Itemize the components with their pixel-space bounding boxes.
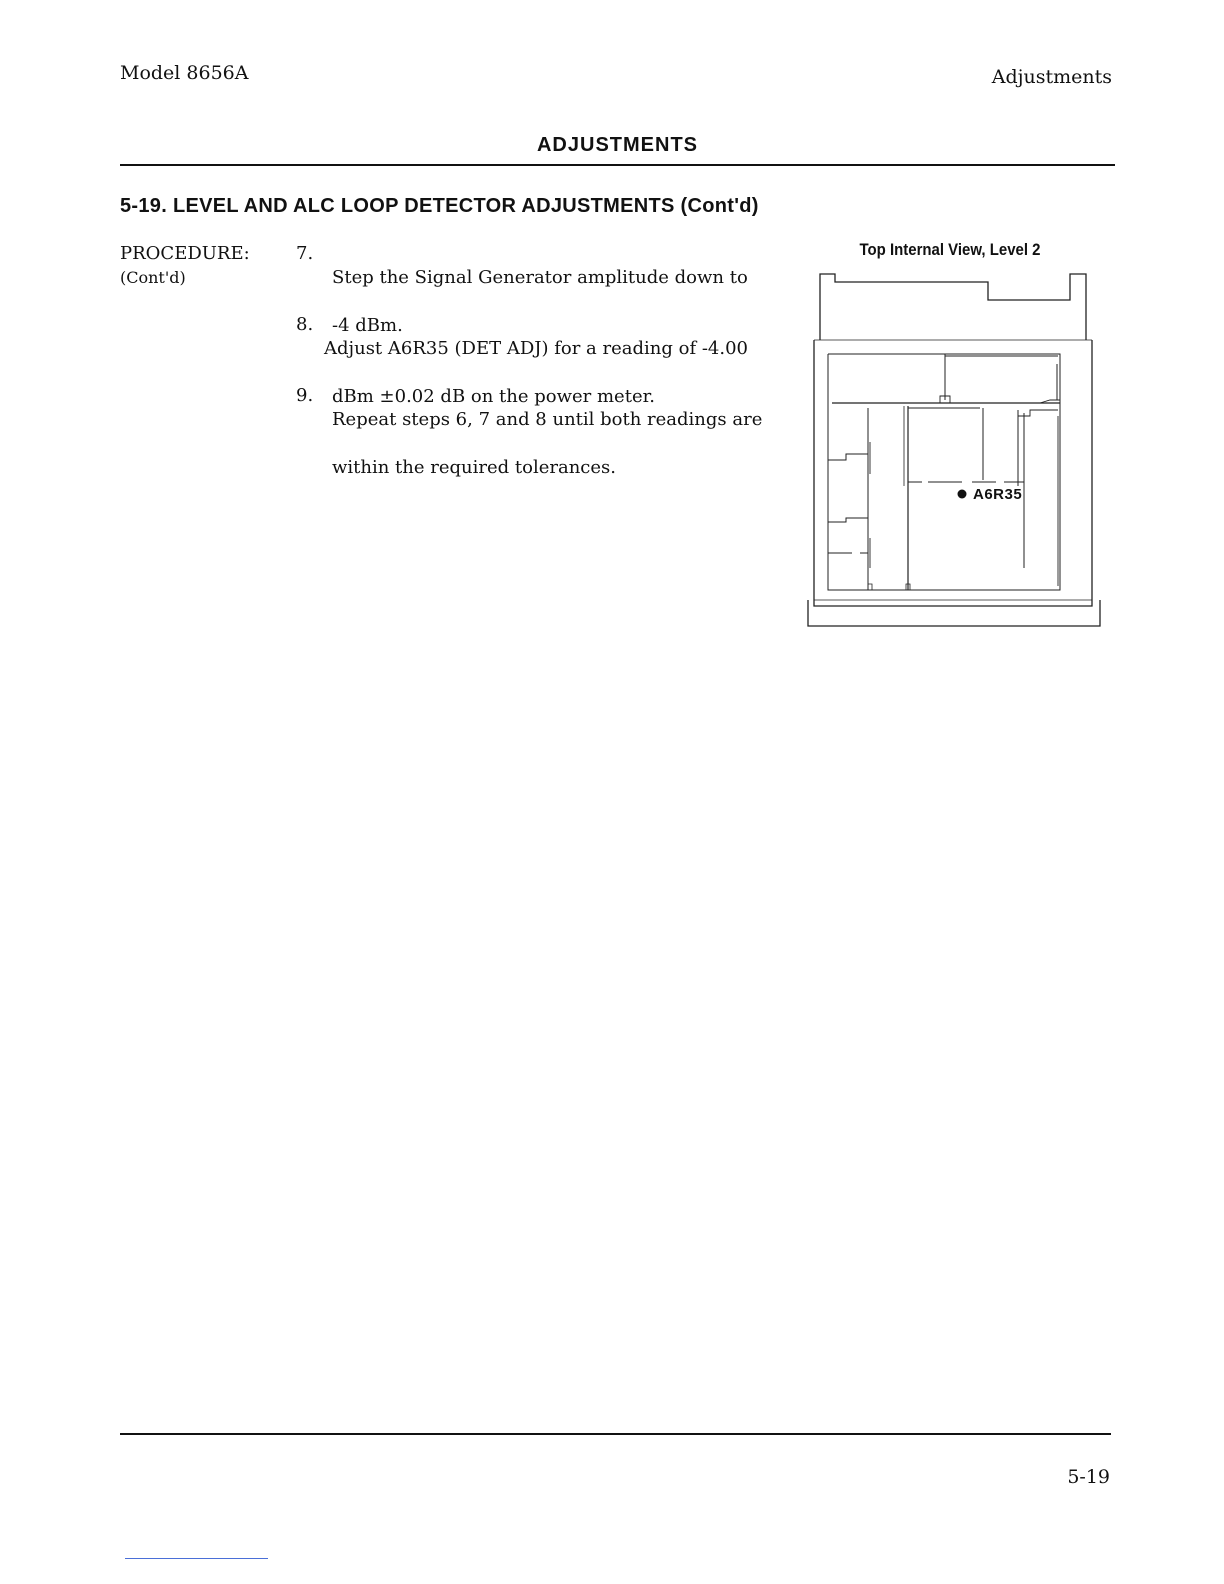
diagram-top-shelf bbox=[820, 274, 1086, 340]
top-rule bbox=[120, 164, 1115, 166]
page-heading: ADJUSTMENTS bbox=[536, 134, 698, 156]
figure-caption: Top Internal View, Level 2 bbox=[859, 240, 1041, 259]
section-title: 5-19. LEVEL AND ALC LOOP DETECTOR ADJUSTMENTS (Cont'd) bbox=[120, 195, 759, 217]
scan-artifact-line bbox=[125, 1558, 268, 1559]
bottom-rule bbox=[120, 1433, 1111, 1435]
step-text-line: within the required tolerances. bbox=[332, 457, 616, 478]
diagram-chassis-outer bbox=[814, 340, 1092, 606]
step-text-line: dBm ±0.02 dB on the power meter. bbox=[332, 386, 655, 407]
procedure-step bbox=[296, 384, 776, 504]
step-number: 8. bbox=[296, 314, 314, 335]
step-text bbox=[332, 384, 776, 504]
step-text-line: -4 dBm. bbox=[332, 315, 403, 336]
procedure-sublabel: (Cont'd) bbox=[120, 268, 186, 287]
step-number: 9. bbox=[296, 385, 314, 406]
component-label: A6R35 bbox=[973, 486, 1023, 503]
step-number: 7. bbox=[296, 243, 314, 264]
header-section: Adjustments bbox=[991, 66, 1112, 88]
diagram-inner-frame bbox=[828, 354, 1060, 590]
procedure-label bbox=[120, 242, 250, 290]
step-text-line: Step the Signal Generator amplitude down to bbox=[332, 267, 748, 288]
procedure-label-text: PROCEDURE: bbox=[120, 243, 250, 264]
page-number: 5-19 bbox=[1067, 1466, 1110, 1488]
step-text-line: Repeat steps 6, 7 and 8 until both readings are bbox=[332, 409, 763, 430]
step-text-line: Adjust A6R35 (DET ADJ) for a reading of -4.00 bbox=[324, 338, 748, 359]
top-internal-view-diagram bbox=[800, 268, 1110, 638]
header-model: Model 8656A bbox=[120, 62, 249, 84]
component-dot-a6r35 bbox=[958, 490, 967, 499]
diagram-base bbox=[808, 600, 1100, 626]
